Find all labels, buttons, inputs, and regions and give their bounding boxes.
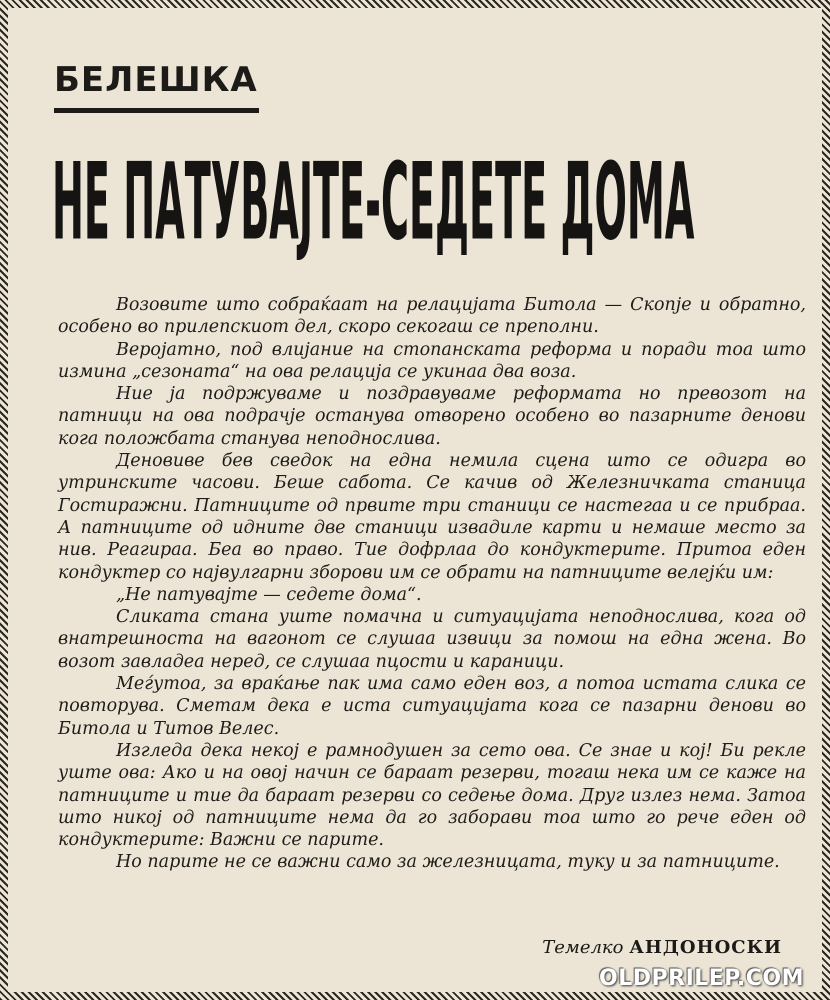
paragraph: Но парите не се важни само за железницата, туку и за патниците. [116, 852, 780, 873]
headline: НЕ ПАТУВАЈТЕ-СЕДЕТЕ ДОМА [52, 139, 695, 264]
paragraph: Меѓутоа, за враќање пак има само еден воз, а потоа истата слика се повторува. Сметам дека е иста ситуацијата кога се пазарни денови во Битола и Титов Велес. [58, 674, 806, 739]
paragraph: Возовите што собраќаат на релацијата Битола — Скопје и обратно, особено во прилепскиот дел, скоро секогаш се преполни. [58, 295, 806, 338]
author-last-name: АНДОНОСКИ [629, 937, 782, 958]
site-watermark: OLDPRILEP.COM [599, 966, 804, 991]
quoted-line: „Не патувајте — седете дома“. [116, 584, 422, 605]
article-body [58, 294, 806, 874]
author-first-name: Темелко [542, 937, 624, 958]
paragraph: Деновиве бев сведок на една немила сцена што се одигра во утринските часови. Беше сабота. Се качив од Железничката станица Гостиражни. Патниците од првите три станици се настегаа и се прибраа. А патниците од идните две станици извадиле карти и немаше место за нив. Реагираа. Беа во право. Тие дофрлаа до кондуктерите. Притоа еден кондуктер со највулгарни зборови им се обрати на патниците велејќи им: [58, 451, 806, 583]
author-signature [542, 937, 782, 958]
paragraph: Сликата стана уште помачна и ситуацијата неподнослива, кога од внатрешноста на вагонот се слушаа извици за помош на една жена. Во возот завладеа неред, се слушаа пцости и караници. [58, 607, 806, 672]
paragraph: Ние ја подржуваме и поздравуваме реформата но превозот на патници на ова подрачје останува отворено особено во пазарните денови кога положбата станува неподнослива. [58, 384, 806, 449]
paragraph: Изгледа дека некој е рамнодушен за сето ова. Се знае и кој! Би рекле уште ова: Ако и на овој начин се бараат резерви, тогаш нека им се каже на патниците и тие да бараат резерви со седење дома. Друг излез нема. Затоа што никој од патниците нема да го заборави тоа што го рече еден од кондуктерите: Важни се парите. [58, 740, 806, 851]
rubric-label: БЕЛЕШКА [54, 60, 258, 100]
paragraph: Веројатно, под влијание на стопанската реформа и поради тоа што измина „сезоната“ на ова релација се укинаа два воза. [58, 339, 806, 382]
rubric-underline [54, 108, 259, 113]
